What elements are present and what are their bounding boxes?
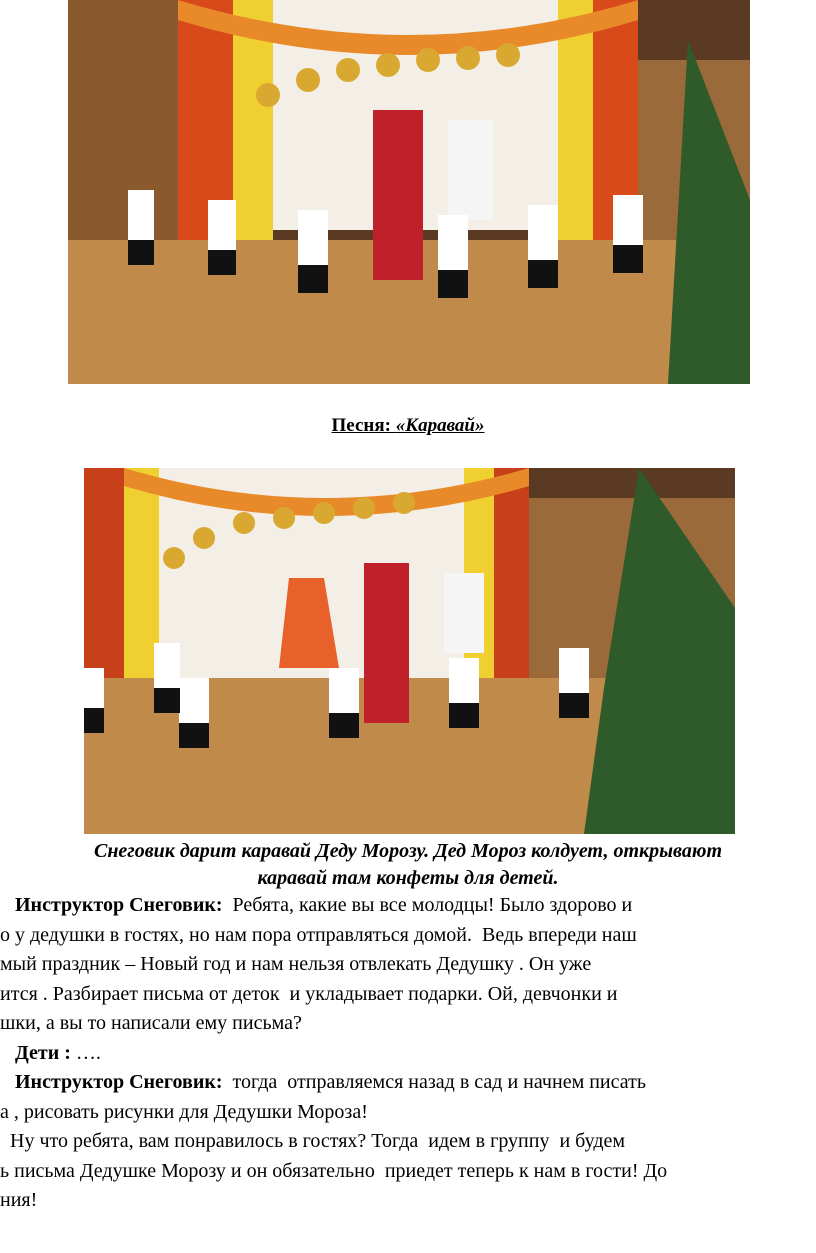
photo-round-dance-2 xyxy=(84,468,735,834)
text-line xyxy=(0,891,816,921)
song-caption xyxy=(0,415,816,437)
indent xyxy=(0,1042,15,1064)
text-line xyxy=(0,1157,816,1187)
photo-scene-2 xyxy=(84,468,735,834)
speaker-label: Инструктор Снеговик: xyxy=(15,1071,223,1093)
text-line xyxy=(0,1098,816,1128)
speaker-label: Дети : xyxy=(15,1041,71,1064)
text-line xyxy=(0,1009,816,1039)
text-line xyxy=(0,1127,816,1157)
photo-scene-1 xyxy=(68,0,750,384)
text-line xyxy=(0,950,816,980)
text-line xyxy=(0,1068,816,1098)
text-line xyxy=(0,921,816,951)
photo-caption-line-2: каравай там конфеты для детей. xyxy=(257,867,559,889)
photo-caption xyxy=(0,838,816,892)
line-text: тогда отправляемся назад в сад и начнем писать xyxy=(222,1071,646,1093)
line-text: …. xyxy=(70,1041,101,1064)
text-line xyxy=(0,1186,816,1216)
line-text: о у дедушки в гостях, но нам пора отправляться домой. Ведь впереди наш xyxy=(0,923,637,946)
text-line xyxy=(0,1039,816,1069)
line-text: ь письма Дедушке Морозу и он обязательно приедет теперь к нам в гости! До xyxy=(0,1159,668,1182)
line-text: ния! xyxy=(0,1189,38,1211)
line-text: шки, а вы то написали ему письма? xyxy=(0,1012,302,1034)
song-caption-title: «Каравай» xyxy=(395,415,485,436)
line-text: ится . Разбирает письма от деток и укладывает подарки. Ой, девчонки и xyxy=(0,982,618,1005)
line-text: мый праздник – Новый год и нам нельзя отвлекать Дедушку . Он уже xyxy=(0,953,592,975)
song-caption-prefix: Песня: xyxy=(331,415,396,436)
indent xyxy=(0,1071,15,1093)
line-text: а , рисовать рисунки для Дедушки Мороза! xyxy=(0,1100,368,1123)
speaker-label: Инструктор Снеговик: xyxy=(15,894,223,916)
text-line xyxy=(0,980,816,1010)
line-text: Ребята, какие вы все молодцы! Было здорово и xyxy=(222,894,633,916)
line-text: Ну что ребята, вам понравилось в гостях? Тогда идем в группу и будем xyxy=(0,1130,626,1152)
body-text xyxy=(0,891,816,1216)
photo-caption-line-1: Снеговик дарит каравай Деду Морозу. Дед Мороз колдует, открывают xyxy=(93,840,723,862)
photo-round-dance-1 xyxy=(68,0,750,384)
indent xyxy=(0,894,15,916)
